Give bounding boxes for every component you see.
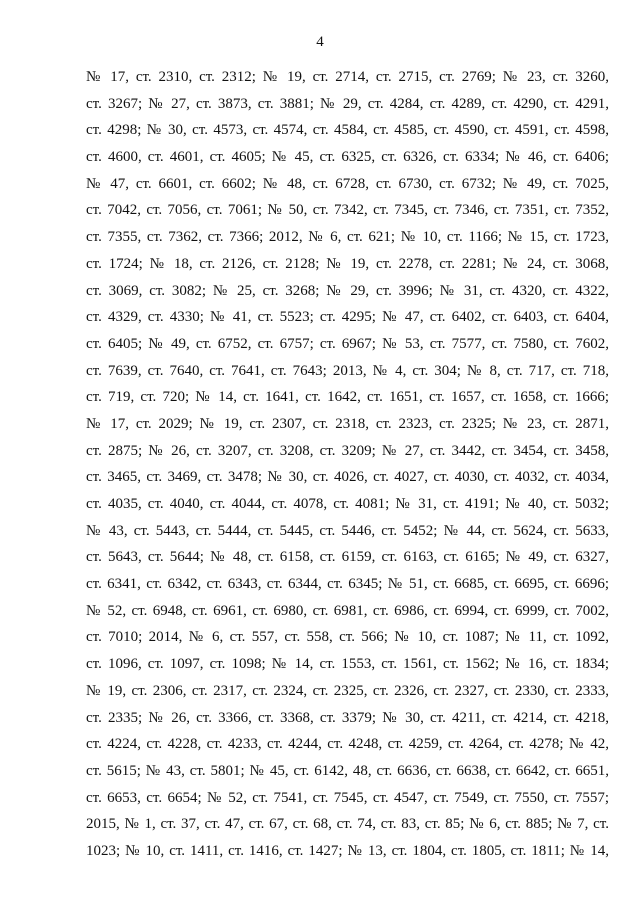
- text-line: № 17, ст. 2029; № 19, ст. 2307, ст. 2318, ст. 2323, ст. 2325; № 23, ст. 2871,: [86, 415, 609, 432]
- text-line: ст. 1724; № 18, ст. 2126, ст. 2128; № 19, ст. 2278, ст. 2281; № 24, ст. 3068,: [86, 255, 609, 272]
- text-line: ст. 3267; № 27, ст. 3873, ст. 3881; № 29, ст. 4284, ст. 4289, ст. 4290, ст. 4291,: [86, 95, 609, 112]
- text-line: № 47, ст. 6601, ст. 6602; № 48, ст. 6728, ст. 6730, ст. 6732; № 49, ст. 7025,: [86, 175, 609, 192]
- text-line: ст. 2875; № 26, ст. 3207, ст. 3208, ст. 3209; № 27, ст. 3442, ст. 3454, ст. 3458,: [86, 442, 609, 459]
- text-line: № 19, ст. 2306, ст. 2317, ст. 2324, ст. 2325, ст. 2326, ст. 2327, ст. 2330, ст. 2333,: [86, 682, 609, 699]
- text-line: 1023; № 10, ст. 1411, ст. 1416, ст. 1427; № 13, ст. 1804, ст. 1805, ст. 1811; № 14,: [86, 842, 609, 859]
- text-line: ст. 5643, ст. 5644; № 48, ст. 6158, ст. 6159, ст. 6163, ст. 6165; № 49, ст. 6327,: [86, 549, 609, 566]
- text-line: ст. 7042, ст. 7056, ст. 7061; № 50, ст. 7342, ст. 7345, ст. 7346, ст. 7351, ст. 7352,: [86, 202, 609, 219]
- text-line: 2015, № 1, ст. 37, ст. 47, ст. 67, ст. 68, ст. 74, ст. 83, ст. 85; № 6, ст. 885; № 7, ст.: [86, 816, 609, 833]
- text-line: ст. 3069, ст. 3082; № 25, ст. 3268; № 29, ст. 3996; № 31, ст. 4320, ст. 4322,: [86, 282, 609, 299]
- text-line: ст. 4298; № 30, ст. 4573, ст. 4574, ст. 4584, ст. 4585, ст. 4590, ст. 4591, ст. 4598,: [86, 122, 609, 139]
- text-line: № 43, ст. 5443, ст. 5444, ст. 5445, ст. 5446, ст. 5452; № 44, ст. 5624, ст. 5633,: [86, 522, 609, 539]
- text-line: ст. 7355, ст. 7362, ст. 7366; 2012, № 6, ст. 621; № 10, ст. 1166; № 15, ст. 1723,: [86, 229, 609, 246]
- text-line: № 52, ст. 6948, ст. 6961, ст. 6980, ст. 6981, ст. 6986, ст. 6994, ст. 6999, ст. 7002,: [86, 602, 609, 619]
- text-line: ст. 6653, ст. 6654; № 52, ст. 7541, ст. 7545, ст. 4547, ст. 7549, ст. 7550, ст. 7557;: [86, 789, 609, 806]
- text-line: № 17, ст. 2310, ст. 2312; № 19, ст. 2714, ст. 2715, ст. 2769; № 23, ст. 3260,: [86, 69, 609, 85]
- text-line: ст. 4035, ст. 4040, ст. 4044, ст. 4078, ст. 4081; № 31, ст. 4191; № 40, ст. 5032;: [86, 496, 609, 512]
- text-line: ст. 4224, ст. 4228, ст. 4233, ст. 4244, ст. 4248, ст. 4259, ст. 4264, ст. 4278; № 42,: [86, 736, 609, 753]
- text-line: ст. 7010; 2014, № 6, ст. 557, ст. 558, ст. 566; № 10, ст. 1087; № 11, ст. 1092,: [86, 629, 609, 646]
- text-line: ст. 6341, ст. 6342, ст. 6343, ст. 6344, ст. 6345; № 51, ст. 6685, ст. 6695, ст. 6696;: [86, 576, 609, 593]
- text-line: ст. 7639, ст. 7640, ст. 7641, ст. 7643; 2013, № 4, ст. 304; № 8, ст. 717, ст. 718,: [86, 362, 609, 379]
- text-line: ст. 1096, ст. 1097, ст. 1098; № 14, ст. 1553, ст. 1561, ст. 1562; № 16, ст. 1834;: [86, 656, 609, 673]
- text-line: ст. 4329, ст. 4330; № 41, ст. 5523; ст. 4295; № 47, ст. 6402, ст. 6403, ст. 6404,: [86, 309, 609, 326]
- body-text: [86, 64, 609, 865]
- page-number: 4: [316, 34, 324, 50]
- text-line: ст. 3465, ст. 3469, ст. 3478; № 30, ст. 4026, ст. 4027, ст. 4030, ст. 4032, ст. 4034,: [86, 469, 609, 486]
- text-line: ст. 5615; № 43, ст. 5801; № 45, ст. 6142, 48, ст. 6636, ст. 6638, ст. 6642, ст. 6651,: [86, 762, 609, 779]
- text-line: ст. 6405; № 49, ст. 6752, ст. 6757; ст. 6967; № 53, ст. 7577, ст. 7580, ст. 7602,: [86, 335, 609, 352]
- text-line: ст. 719, ст. 720; № 14, ст. 1641, ст. 1642, ст. 1651, ст. 1657, ст. 1658, ст. 1666;: [86, 389, 609, 406]
- text-line: ст. 2335; № 26, ст. 3366, ст. 3368, ст. 3379; № 30, ст. 4211, ст. 4214, ст. 4218,: [86, 709, 609, 726]
- text-line: ст. 4600, ст. 4601, ст. 4605; № 45, ст. 6325, ст. 6326, ст. 6334; № 46, ст. 6406;: [86, 149, 609, 166]
